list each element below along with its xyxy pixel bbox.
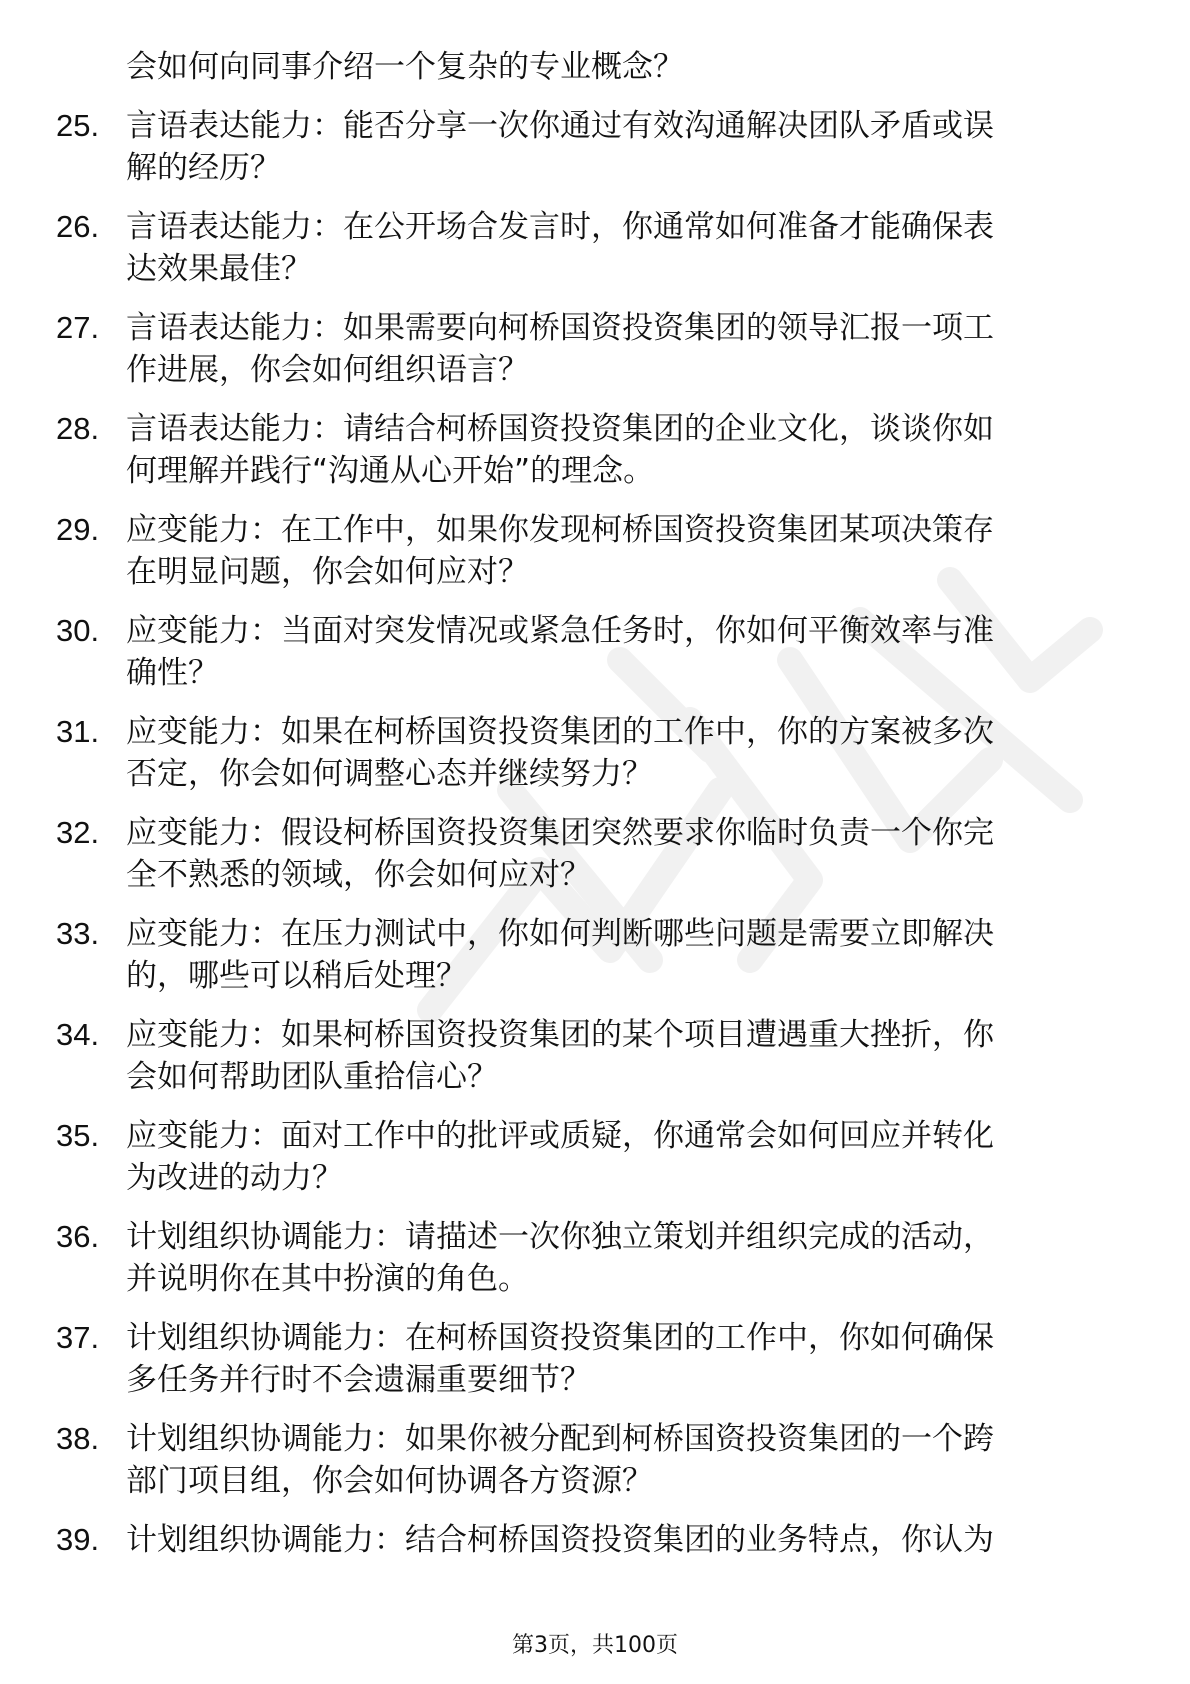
question-number: 38.	[56, 1421, 100, 1456]
question-item	[56, 509, 1146, 593]
question-item	[56, 1216, 1146, 1300]
question-number: 30.	[56, 613, 100, 648]
question-item	[56, 711, 1146, 795]
question-text-line: 计划组织协调能力：结合柯桥国资投资集团的业务特点，你认为	[126, 1522, 994, 1558]
question-item	[56, 1115, 1146, 1199]
continuation-line: 会如何向同事介绍一个复杂的专业概念？	[126, 49, 684, 85]
question-text-line: 计划组织协调能力：在柯桥国资投资集团的工作中，你如何确保	[126, 1320, 994, 1356]
question-number: 36.	[56, 1219, 100, 1254]
question-item	[56, 812, 1146, 896]
question-number: 29.	[56, 512, 100, 547]
question-text-line: 的，哪些可以稍后处理？	[126, 958, 467, 994]
question-text-line: 应变能力：如果柯桥国资投资集团的某个项目遭遇重大挫折，你	[126, 1017, 994, 1053]
question-number: 27.	[56, 310, 100, 345]
question-text-line: 达效果最佳？	[126, 251, 312, 287]
question-number: 32.	[56, 815, 100, 850]
question-number: 37.	[56, 1320, 100, 1355]
question-item	[56, 1418, 1146, 1502]
question-text-line: 应变能力：当面对突发情况或紧急任务时，你如何平衡效率与准	[126, 613, 994, 649]
question-text-line: 言语表达能力：能否分享一次你通过有效沟通解决团队矛盾或误	[126, 108, 994, 144]
question-text-line: 计划组织协调能力：请描述一次你独立策划并组织完成的活动，	[126, 1219, 994, 1255]
question-text-line: 应变能力：假设柯桥国资投资集团突然要求你临时负责一个你完	[126, 815, 994, 851]
question-text-line: 为改进的动力？	[126, 1160, 343, 1196]
question-number: 25.	[56, 108, 100, 143]
question-text-line: 何理解并践行“沟通从心开始”的理念。	[126, 453, 655, 489]
question-item	[56, 105, 1146, 189]
page-footer: 第3页，共100页	[512, 1633, 678, 1658]
question-list	[56, 46, 1146, 1561]
question-text-line: 确性？	[126, 655, 219, 691]
question-number: 28.	[56, 411, 100, 446]
question-item	[56, 913, 1146, 997]
question-item	[56, 206, 1146, 290]
question-number: 39.	[56, 1522, 100, 1557]
question-text-line: 言语表达能力：如果需要向柯桥国资投资集团的领导汇报一项工	[126, 310, 994, 346]
question-text-line: 应变能力：如果在柯桥国资投资集团的工作中，你的方案被多次	[126, 714, 994, 750]
question-text-line: 言语表达能力：在公开场合发言时，你通常如何准备才能确保表	[126, 209, 994, 245]
question-text-line: 应变能力：面对工作中的批评或质疑，你通常会如何回应并转化	[126, 1118, 994, 1154]
question-item	[56, 1014, 1146, 1098]
question-text-line: 在明显问题，你会如何应对？	[126, 554, 529, 590]
question-number: 35.	[56, 1118, 100, 1153]
question-number: 26.	[56, 209, 100, 244]
question-text-line: 多任务并行时不会遗漏重要细节？	[126, 1362, 591, 1398]
question-item	[56, 1519, 1146, 1561]
question-item	[56, 307, 1146, 391]
question-item	[56, 610, 1146, 694]
question-number: 31.	[56, 714, 100, 749]
question-number: 33.	[56, 916, 100, 951]
question-text-line: 应变能力：在压力测试中，你如何判断哪些问题是需要立即解决	[126, 916, 994, 952]
question-text-line: 作进展，你会如何组织语言？	[126, 352, 529, 388]
question-text-line: 全不熟悉的领域，你会如何应对？	[126, 857, 591, 893]
question-item	[56, 408, 1146, 492]
question-text-line: 言语表达能力：请结合柯桥国资投资集团的企业文化，谈谈你如	[126, 411, 994, 447]
question-item	[56, 1317, 1146, 1401]
question-text-line: 部门项目组，你会如何协调各方资源？	[126, 1463, 653, 1499]
question-number: 34.	[56, 1017, 100, 1052]
question-text-line: 并说明你在其中扮演的角色。	[126, 1261, 529, 1297]
question-text-line: 应变能力：在工作中，如果你发现柯桥国资投资集团某项决策存	[126, 512, 994, 548]
question-text-line: 否定，你会如何调整心态并继续努力？	[126, 756, 653, 792]
question-text-line: 计划组织协调能力：如果你被分配到柯桥国资投资集团的一个跨	[126, 1421, 994, 1457]
question-text-line: 会如何帮助团队重拾信心？	[126, 1059, 498, 1095]
question-text-line: 解的经历？	[126, 150, 281, 186]
